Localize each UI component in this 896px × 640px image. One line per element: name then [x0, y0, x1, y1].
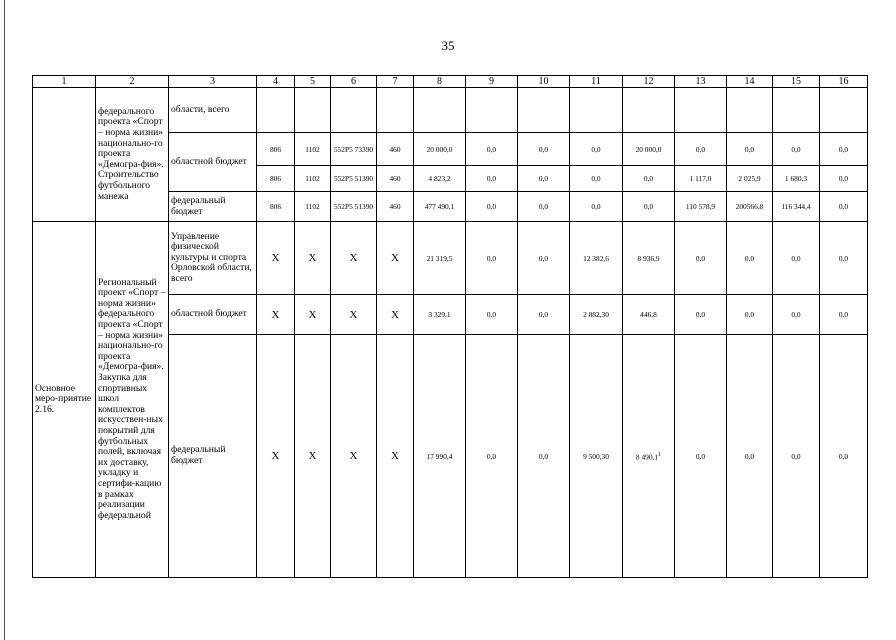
value-cell: 0,0: [773, 295, 820, 335]
header-cell: 12: [623, 76, 675, 88]
value-cell: 1 117,0: [675, 166, 727, 192]
value-cell: 0,0: [727, 133, 773, 166]
value-cell: 0,0: [570, 133, 623, 166]
header-cell: 4: [257, 76, 295, 88]
header-cell: 11: [570, 76, 623, 88]
value-cell: 2 025,9: [727, 166, 773, 192]
header-cell: 15: [773, 76, 820, 88]
header-cell: 5: [295, 76, 331, 88]
value-cell: 806: [257, 133, 295, 166]
value-cell: 0,0: [727, 222, 773, 295]
value-cell: 9 500,30: [570, 335, 623, 578]
value-cell: 0,0: [773, 133, 820, 166]
value-cell: 0,0: [518, 295, 570, 335]
value-cell: 0,0: [675, 295, 727, 335]
source-cell: федеральный бюджет: [169, 335, 257, 578]
value-cell: 0,0: [466, 192, 518, 222]
value-cell: 460: [377, 166, 414, 192]
header-cell: 7: [377, 76, 414, 88]
value-cell: 0,0: [518, 335, 570, 578]
x-cell: Х: [295, 295, 331, 335]
value-cell: 552P5 73390: [331, 133, 377, 166]
empty-cell: [257, 88, 295, 133]
header-cell: 6: [331, 76, 377, 88]
value-cell: 446,8: [623, 295, 675, 335]
header-cell: 8: [414, 76, 466, 88]
x-cell: Х: [257, 335, 295, 578]
empty-cell: [295, 88, 331, 133]
header-cell: 9: [466, 76, 518, 88]
empty-cell: [466, 88, 518, 133]
page-number: 35: [441, 38, 455, 53]
value-cell: 806: [257, 166, 295, 192]
empty-cell: [414, 88, 466, 133]
source-cell: областной бюджет: [169, 133, 257, 192]
value-cell: 20 000,0: [623, 133, 675, 166]
value-cell: 0,0: [820, 133, 868, 166]
empty-cell: [773, 88, 820, 133]
header-cell: 3: [169, 76, 257, 88]
value-cell: 110 578,9: [675, 192, 727, 222]
value-cell: 21 319,5: [414, 222, 466, 295]
value-cell: 0,0: [727, 335, 773, 578]
table-row: [33, 222, 868, 295]
empty-cell: [331, 88, 377, 133]
empty-cell: [33, 88, 96, 222]
table-row: [33, 88, 868, 133]
value-cell: 0,0: [675, 335, 727, 578]
value-cell: 477 490,1: [414, 192, 466, 222]
value-cell: 1102: [295, 133, 331, 166]
value-cell: 1102: [295, 192, 331, 222]
x-cell: Х: [331, 222, 377, 295]
value-cell: 0,0: [820, 335, 868, 578]
value-cell: 460: [377, 133, 414, 166]
value-cell: 0,0: [675, 133, 727, 166]
value-cell: 8 936,9: [623, 222, 675, 295]
value-cell: [623, 335, 675, 578]
value-cell: 17 990,4: [414, 335, 466, 578]
value-cell: 2 882,30: [570, 295, 623, 335]
value-cell: 1102: [295, 166, 331, 192]
x-cell: Х: [377, 335, 414, 578]
value-cell: 0,0: [820, 192, 868, 222]
empty-cell: [570, 88, 623, 133]
x-cell: Х: [257, 295, 295, 335]
source-cell: Управление физической культуры и спорта Орловской области, всего: [169, 222, 257, 295]
value-cell: 0,0: [466, 335, 518, 578]
value-cell: 552P5 51390: [331, 192, 377, 222]
event-description-cell: Региональный проект «Спорт – норма жизни» федерального проекта «Спорт – норма жизни» национально-го проекта «Демогра-фия». Закупка для спортивных школ комплектов искусствен-ных покрытий для футбольных полей, включая их доставку, укладку и сертифи-кацию в рамках реализации федеральной: [96, 222, 169, 578]
value-cell: 0,0: [570, 166, 623, 192]
value-cell: 0,0: [518, 192, 570, 222]
footnote-mark: 1: [658, 451, 662, 458]
value-cell: 20 000,0: [414, 133, 466, 166]
value-cell: 116 344,4: [773, 192, 820, 222]
empty-cell: [675, 88, 727, 133]
empty-cell: [820, 88, 868, 133]
value-cell: 806: [257, 192, 295, 222]
event-description-cell: федерального проекта «Спорт – норма жизни» национально-го проекта «Демогра-фия». Строительство футбольного манежа: [96, 88, 169, 222]
x-cell: Х: [295, 335, 331, 578]
value-cell: 3 329,1: [414, 295, 466, 335]
x-cell: Х: [295, 222, 331, 295]
source-cell: области, всего: [169, 88, 257, 133]
header-cell: 14: [727, 76, 773, 88]
event-number-cell: Основное меро-приятие 2.16.: [33, 222, 96, 578]
value-cell: 0,0: [675, 222, 727, 295]
value-cell: 460: [377, 192, 414, 222]
value-cell: 0,0: [820, 166, 868, 192]
header-cell: 16: [820, 76, 868, 88]
value-cell: 552P5 51390: [331, 166, 377, 192]
value-cell: 0,0: [820, 295, 868, 335]
empty-cell: [623, 88, 675, 133]
value-cell: 0,0: [773, 222, 820, 295]
value-cell: 0,0: [518, 133, 570, 166]
value-cell: 0,0: [727, 295, 773, 335]
x-cell: Х: [377, 222, 414, 295]
value-cell: 0,0: [623, 192, 675, 222]
value-cell: 0,0: [518, 166, 570, 192]
header-cell: 1: [33, 76, 96, 88]
value-cell: 0,0: [466, 295, 518, 335]
value-cell: 200566,8: [727, 192, 773, 222]
value-cell: 0,0: [773, 335, 820, 578]
budget-table: [32, 75, 868, 578]
empty-cell: [727, 88, 773, 133]
source-cell: федеральный бюджет: [169, 192, 257, 222]
value-cell: 0,0: [466, 133, 518, 166]
x-cell: Х: [331, 295, 377, 335]
value-cell: 0,0: [518, 222, 570, 295]
value-cell: 4 823,2: [414, 166, 466, 192]
page-left-edge-line: [4, 0, 5, 640]
value-cell: 0,0: [820, 222, 868, 295]
value-cell: 0,0: [570, 192, 623, 222]
value-cell: 1 680,3: [773, 166, 820, 192]
empty-cell: [377, 88, 414, 133]
empty-cell: [518, 88, 570, 133]
x-cell: Х: [257, 222, 295, 295]
column-number-row: [33, 76, 868, 88]
source-cell: областной бюджет: [169, 295, 257, 335]
value-cell: 0,0: [466, 222, 518, 295]
value-text: 8 490,1: [635, 452, 659, 462]
x-cell: Х: [377, 295, 414, 335]
header-cell: 10: [518, 76, 570, 88]
header-cell: 13: [675, 76, 727, 88]
header-cell: 2: [96, 76, 169, 88]
value-cell: 0,0: [466, 166, 518, 192]
x-cell: Х: [331, 335, 377, 578]
value-cell: 12 382,6: [570, 222, 623, 295]
value-cell: 0,0: [623, 166, 675, 192]
